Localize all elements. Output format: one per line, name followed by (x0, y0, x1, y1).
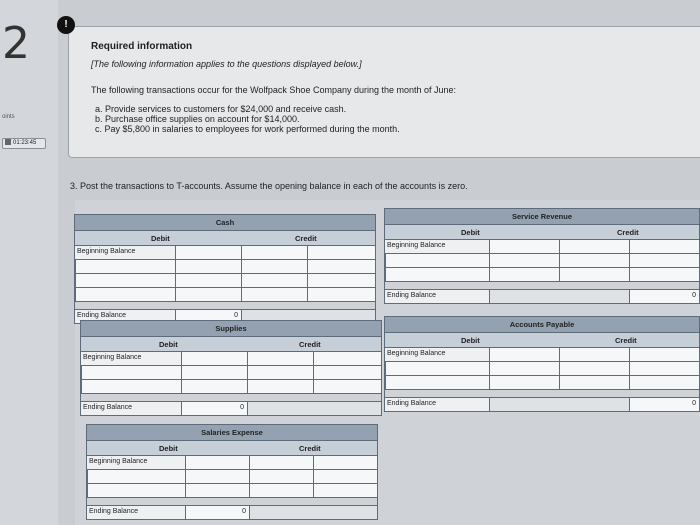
credit-input[interactable] (247, 352, 313, 365)
credit-input[interactable] (313, 470, 377, 483)
alert-badge-icon: ! (57, 16, 75, 34)
ending-balance-value (629, 290, 699, 303)
ending-label: Ending Balance (83, 404, 133, 411)
account-select[interactable] (247, 380, 313, 393)
account-select[interactable] (249, 470, 313, 483)
spacer (74, 302, 376, 310)
ending-balance-text: 0 (240, 404, 244, 411)
debit-input[interactable] (181, 352, 247, 365)
points-label: oints (2, 114, 15, 120)
account-select[interactable] (81, 366, 181, 379)
credit-input[interactable] (241, 246, 307, 259)
spacer (80, 394, 382, 402)
beginning-row (80, 352, 382, 366)
account-select[interactable] (247, 366, 313, 379)
credit-input[interactable] (307, 288, 375, 301)
required-info-note: [The following information applies to the questions displayed below.] (91, 59, 362, 69)
account-select[interactable] (75, 288, 175, 301)
ending-balance-value (629, 398, 699, 411)
ending-row (384, 398, 700, 412)
credit-input[interactable] (313, 484, 377, 497)
transaction-item: c. Pay $5,800 in salaries to employees for work performed during the month. (95, 124, 400, 134)
timer-value: 01:23:45 (13, 140, 37, 146)
question-text: 3. Post the transactions to T-accounts. Assume the opening balance in each of the accounts is zero. (70, 181, 468, 191)
account-select[interactable] (385, 268, 489, 281)
account-header (384, 316, 700, 333)
account-header (80, 320, 382, 337)
debit-header: Debit (461, 228, 480, 237)
credit-header: Credit (617, 228, 639, 237)
debit-input[interactable] (185, 470, 249, 483)
beginning-row (86, 456, 378, 470)
account-select[interactable] (385, 376, 489, 389)
blank-cell (489, 290, 629, 303)
beginning-row (384, 348, 700, 362)
ending-balance-text: 0 (692, 292, 696, 299)
debit-header: Debit (159, 444, 178, 453)
column-headers (384, 225, 700, 240)
debit-input[interactable] (489, 362, 559, 375)
credit-input[interactable] (307, 260, 375, 273)
table-row (384, 268, 700, 282)
credit-input[interactable] (629, 376, 699, 389)
credit-input[interactable] (313, 366, 381, 379)
debit-input[interactable] (185, 456, 249, 469)
blank-cell (247, 402, 381, 415)
debit-input[interactable] (489, 254, 559, 267)
beginning-label: Beginning Balance (77, 248, 136, 255)
column-headers (80, 337, 382, 352)
t-account-salaries-expense (86, 424, 378, 520)
credit-input[interactable] (307, 274, 375, 287)
debit-input[interactable] (489, 376, 559, 389)
ending-label: Ending Balance (77, 312, 127, 319)
ending-label: Ending Balance (387, 292, 437, 299)
blank-cell (249, 506, 377, 519)
account-select[interactable] (559, 362, 629, 375)
transaction-list (95, 104, 400, 134)
account-select[interactable] (75, 274, 175, 287)
timer (2, 138, 46, 149)
debit-input[interactable] (175, 246, 241, 259)
credit-input[interactable] (629, 254, 699, 267)
ending-balance-value (185, 506, 249, 519)
ending-row (384, 290, 700, 304)
table-row (74, 274, 376, 288)
account-title: Accounts Payable (509, 320, 575, 329)
credit-input[interactable] (629, 268, 699, 281)
account-select[interactable] (385, 362, 489, 375)
ending-balance-text: 0 (234, 312, 238, 319)
ending-row (86, 506, 378, 520)
credit-header: Credit (615, 336, 637, 345)
beginning-label: Beginning Balance (83, 354, 142, 361)
table-row (74, 260, 376, 274)
account-header (74, 214, 376, 231)
transaction-item: b. Purchase office supplies on account for $14,000. (95, 114, 300, 124)
debit-input[interactable] (185, 484, 249, 497)
spacer (384, 390, 700, 398)
credit-header: Credit (295, 234, 317, 243)
debit-header: Debit (159, 340, 178, 349)
credit-header: Credit (299, 444, 321, 453)
column-headers (86, 441, 378, 456)
clock-icon (5, 139, 11, 145)
beginning-label: Beginning Balance (387, 350, 446, 357)
credit-input[interactable] (559, 348, 629, 361)
account-header (384, 208, 700, 225)
debit-input[interactable] (181, 366, 247, 379)
left-rail (0, 0, 58, 525)
account-title: Supplies (215, 324, 247, 333)
required-info-intro: The following transactions occur for the Wolfpack Shoe Company during the month of June: (91, 85, 457, 95)
table-row (74, 288, 376, 302)
account-header (86, 424, 378, 441)
beginning-label: Beginning Balance (89, 458, 148, 465)
spacer (384, 282, 700, 290)
table-row (86, 484, 378, 498)
ending-row (80, 402, 382, 416)
credit-input[interactable] (313, 352, 381, 365)
spacer (86, 498, 378, 506)
credit-header: Credit (299, 340, 321, 349)
account-select[interactable] (241, 260, 307, 273)
question-number: 2 (2, 18, 30, 69)
t-account-supplies (80, 320, 382, 416)
required-information-card (68, 26, 700, 158)
t-account-cash (74, 214, 376, 324)
transaction-item: a. Provide services to customers for $24,000 and receive cash. (95, 104, 347, 114)
ending-balance-text: 0 (692, 400, 696, 407)
account-title: Cash (215, 218, 235, 227)
account-select[interactable] (81, 380, 181, 393)
account-title: Salaries Expense (201, 428, 263, 437)
t-account-service-revenue (384, 208, 700, 304)
required-info-title: Required information (91, 41, 193, 52)
table-row (80, 366, 382, 380)
credit-input[interactable] (249, 456, 313, 469)
debit-input[interactable] (175, 288, 241, 301)
credit-input[interactable] (313, 380, 381, 393)
blank-cell (489, 398, 629, 411)
account-select[interactable] (87, 484, 185, 497)
account-select[interactable] (559, 254, 629, 267)
account-select[interactable] (249, 484, 313, 497)
beginning-label: Beginning Balance (387, 242, 446, 249)
ending-label: Ending Balance (387, 400, 437, 407)
column-headers (384, 333, 700, 348)
beginning-row (384, 240, 700, 254)
ending-label: Ending Balance (89, 508, 139, 515)
beginning-row (74, 246, 376, 260)
table-row (384, 254, 700, 268)
account-select[interactable] (241, 274, 307, 287)
credit-input[interactable] (313, 456, 377, 469)
table-row (80, 380, 382, 394)
account-select[interactable] (87, 470, 185, 483)
table-row (384, 362, 700, 376)
table-row (86, 470, 378, 484)
account-title: Service Revenue (511, 212, 573, 221)
credit-input[interactable] (629, 362, 699, 375)
credit-input[interactable] (629, 348, 699, 361)
debit-input[interactable] (489, 348, 559, 361)
debit-input[interactable] (175, 274, 241, 287)
debit-header: Debit (151, 234, 170, 243)
debit-input[interactable] (181, 380, 247, 393)
t-account-accounts-payable (384, 316, 700, 412)
account-select[interactable] (559, 268, 629, 281)
account-select[interactable] (75, 260, 175, 273)
debit-input[interactable] (489, 268, 559, 281)
ending-balance-text: 0 (242, 508, 246, 515)
debit-input[interactable] (489, 240, 559, 253)
ending-balance-value (181, 402, 247, 415)
column-headers (74, 231, 376, 246)
account-select[interactable] (241, 288, 307, 301)
debit-header: Debit (461, 336, 480, 345)
debit-input[interactable] (175, 260, 241, 273)
table-row (384, 376, 700, 390)
credit-input[interactable] (307, 246, 375, 259)
credit-input[interactable] (559, 240, 629, 253)
credit-input[interactable] (629, 240, 699, 253)
account-select[interactable] (385, 254, 489, 267)
account-select[interactable] (559, 376, 629, 389)
